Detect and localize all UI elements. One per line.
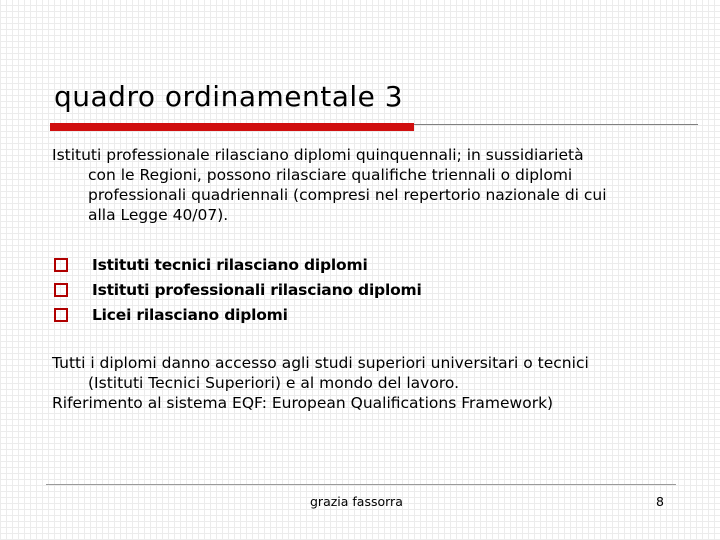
paragraph-line: con le Regioni, possono rilasciare qualifiche triennali o diplomi	[88, 166, 573, 184]
paragraph-line: Tutti i diplomi danno accesso agli studi superiori universitari o tecnici	[52, 354, 589, 372]
paragraph-line: Istituti professionale rilasciano diplomi quinquennali; in sussidiarietà	[52, 146, 584, 164]
page-number: 8	[656, 494, 664, 509]
bullet-item-istituti-tecnici	[52, 252, 692, 277]
bullet-item-licei	[52, 302, 692, 327]
title-accent-bar	[50, 123, 414, 131]
bullet-item-istituti-professionali	[52, 277, 692, 302]
bullet-label: Licei rilasciano diplomi	[92, 305, 288, 324]
footer-author: grazia fassorra	[310, 494, 403, 509]
paragraph-accesso-studi	[52, 353, 692, 413]
square-bullet-icon	[54, 308, 68, 322]
bullet-list	[52, 252, 692, 327]
paragraph-line: alla Legge 40/07).	[88, 206, 229, 224]
paragraph-istituti-professionali	[52, 145, 692, 225]
paragraph-line: professionali quadriennali (compresi nel repertorio nazionale di cui	[88, 186, 607, 204]
slide-title: quadro ordinamentale 3	[54, 80, 404, 113]
bullet-label: Istituti tecnici rilasciano diplomi	[92, 255, 368, 274]
footer-divider	[46, 484, 676, 485]
bullet-label: Istituti professionali rilasciano diplomi	[92, 280, 422, 299]
square-bullet-icon	[54, 283, 68, 297]
paragraph-eqf-reference: Riferimento al sistema EQF: European Qualifications Framework)	[52, 394, 554, 412]
square-bullet-icon	[54, 258, 68, 272]
paragraph-line: (Istituti Tecnici Superiori) e al mondo del lavoro.	[88, 374, 460, 392]
